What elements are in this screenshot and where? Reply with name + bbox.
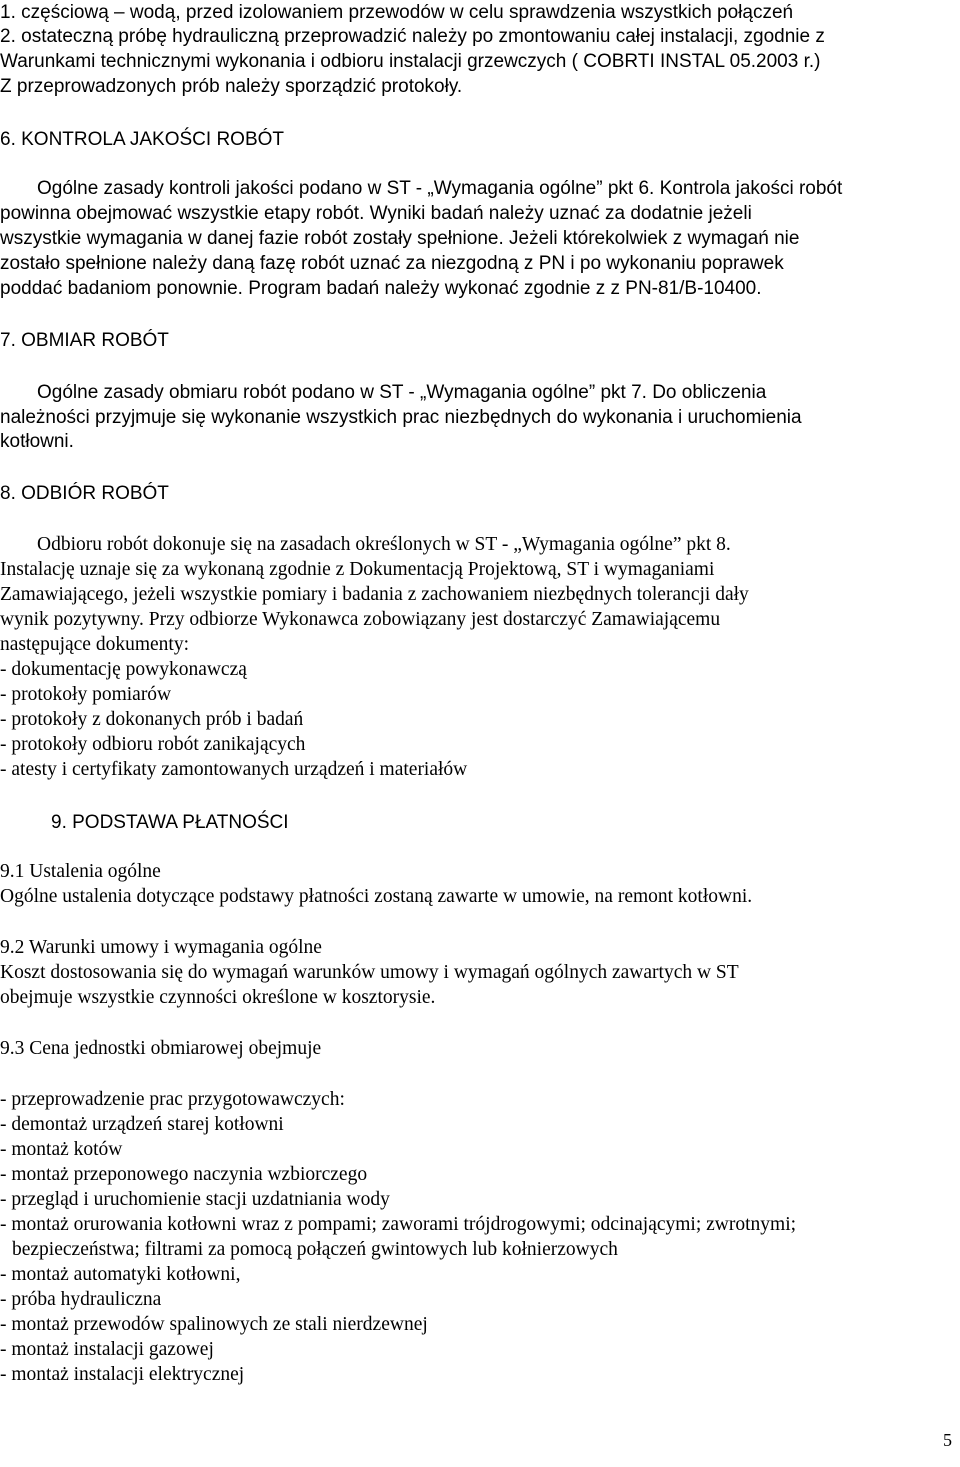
cost-item: - montaż przewodów spalinowych ze stali nierdzewnej (0, 1314, 428, 1335)
cost-item: - montaż kotów (0, 1139, 123, 1160)
section-8-line-5: następujące dokumenty: (0, 634, 189, 655)
section-7-line-2: należności przyjmuje się wykonanie wszystkich prac niezbędnych do wykonania i uruchomienia (0, 407, 802, 428)
cost-item: - montaż przeponowego naczynia wzbiorczego (0, 1164, 368, 1185)
section-8-heading: 8. ODBIÓR ROBÓT (0, 483, 169, 504)
cost-item: - montaż instalacji gazowej (0, 1339, 214, 1360)
section-7-heading: 7. OBMIAR ROBÓT (0, 330, 169, 351)
cost-item: - demontaż urządzeń starej kotłowni (0, 1114, 284, 1135)
section-7-line-1: Ogólne zasady obmiaru robót podano w ST - „Wymagania ogólne” pkt 7. Do obliczenia (37, 382, 767, 403)
cost-item: - montaż orurowania kotłowni wraz z pompami; zaworami trójdrogowymi; odcinającymi; zwrotnymi; (0, 1214, 797, 1235)
cost-item-continuation: bezpieczeństwa; filtrami za pomocą połączeń gwintowych lub kołnierzowych (12, 1239, 618, 1260)
section-8-line-1: Odbioru robót dokonuje się na zasadach określonych w ST - „Wymagania ogólne” pkt 8. (37, 534, 731, 555)
section-7-line-3: kotłowni. (0, 431, 74, 452)
section-9-heading: 9. PODSTAWA PŁATNOŚCI (51, 812, 289, 833)
intro-line-4: Z przeprowadzonych prób należy sporządzić protokoły. (0, 76, 463, 97)
intro-line-2: 2. ostateczną próbę hydrauliczną przeprowadzić należy po zmontowaniu całej instalacji, zgodnie z (0, 26, 825, 47)
section-6-line-1: Ogólne zasady kontroli jakości podano w ST - „Wymagania ogólne” pkt 6. Kontrola jakości robót (37, 178, 843, 199)
cost-item: - przeprowadzenie prac przygotowawczych: (0, 1089, 345, 1110)
section-8-doc-item-5: - atesty i certyfikaty zamontowanych urządzeń i materiałów (0, 759, 468, 780)
section-8-doc-item-1: - dokumentację powykonawczą (0, 659, 247, 680)
section-9-3-title: 9.3 Cena jednostki obmiarowej obejmuje (0, 1038, 322, 1059)
section-6-line-3: wszystkie wymagania w danej fazie robót zostały spełnione. Jeżeli którekolwiek z wymagań nie (0, 228, 800, 249)
section-9-1-text: Ogólne ustalenia dotyczące podstawy płatności zostaną zawarte w umowie, na remont kotłowni. (0, 886, 753, 907)
section-6-line-4: zostało spełnione należy daną fazę robót uznać za niezgodną z PN i po wykonaniu poprawek (0, 253, 784, 274)
section-8-line-2: Instalację uznaje się za wykonaną zgodnie z Dokumentacją Projektową, ST i wymaganiami (0, 559, 715, 580)
section-8-line-3: Zamawiającego, jeżeli wszystkie pomiary i badania z zachowaniem niezbędnych tolerancji dały (0, 584, 749, 605)
section-8-doc-item-4: - protokoły odbioru robót zanikających (0, 734, 306, 755)
intro-line-3: Warunkami technicznymi wykonania i odbioru instalacji grzewczych ( COBRTI INSTAL 05.2003 r.) (0, 51, 821, 72)
section-9-2-line-2: obejmuje wszystkie czynności określone w kosztorysie. (0, 987, 436, 1008)
section-8-doc-item-2: - protokoły pomiarów (0, 684, 172, 705)
section-9-2-title: 9.2 Warunki umowy i wymagania ogólne (0, 937, 322, 958)
section-6-line-2: powinna obejmować wszystkie etapy robót. Wyniki badań należy uznać za dodatnie jeżeli (0, 203, 752, 224)
section-9-2-line-1: Koszt dostosowania się do wymagań warunków umowy i wymagań ogólnych zawartych w ST (0, 962, 739, 983)
cost-item: - przegląd i uruchomienie stacji uzdatniania wody (0, 1189, 390, 1210)
section-8-line-4: wynik pozytywny. Przy odbiorze Wykonawca zobowiązany jest dostarczyć Zamawiającemu (0, 609, 721, 630)
section-9-1-title: 9.1 Ustalenia ogólne (0, 861, 161, 882)
page-number: 5 (943, 1430, 952, 1450)
cost-item: - montaż instalacji elektrycznej (0, 1364, 245, 1385)
section-6-line-5: poddać badaniom ponownie. Program badań należy wykonać zgodnie z z PN-81/B-10400. (0, 278, 762, 299)
intro-line-1: 1. częściową – wodą, przed izolowaniem przewodów w celu sprawdzenia wszystkich połączeń (0, 2, 794, 23)
section-8-doc-item-3: - protokoły z dokonanych prób i badań (0, 709, 304, 730)
cost-item: - montaż automatyki kotłowni, (0, 1264, 241, 1285)
cost-item: - próba hydrauliczna (0, 1289, 162, 1310)
section-6-heading: 6. KONTROLA JAKOŚCI ROBÓT (0, 129, 285, 150)
